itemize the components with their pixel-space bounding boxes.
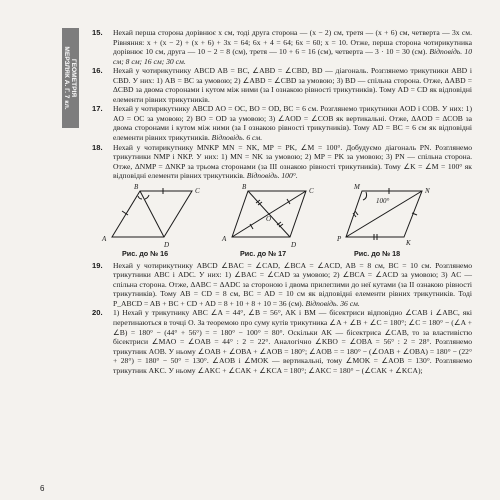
figure-16 xyxy=(112,188,192,237)
fig18-label-k: K xyxy=(406,238,411,247)
fig16-angle-arc-1 xyxy=(145,195,149,199)
fig16-label-b: B xyxy=(134,182,139,191)
fig17-label-a: A xyxy=(222,234,227,243)
problem-number: 17. xyxy=(92,104,103,114)
problem-text: Нехай у чотирикутнику ABCD ∠BAC = ∠CAD, ∠BCA = ∠ACD, AB = 8 см, BC = 10 см. Розглянемо трикутники ABC і ADC. У них: 1) ∠BAC = ∠CAD за умовою; 2) ∠BCA = ∠ACD за умовою; 3) AC — спільна сторона. Отже, ΔABC = ΔADC за стороною і двома прилеглими до неї кутами (за ІІ ознакою рівності трикутників). Тому AB = CD = 8 см, BC = AD = 10 см як відповідні елементи рівних трикутників. Тоді P_ABCD = AB + BC + CD + AD = 8 + 10 + 8 + 10 = 36 (см). xyxy=(113,260,472,308)
fig18-caption: Рис. до № 18 xyxy=(354,248,401,258)
fig17-label-c: C xyxy=(309,186,314,195)
problem-answer: Відповідь. 100°. xyxy=(246,171,298,181)
figure-18 xyxy=(346,188,422,240)
problem-text: Нехай у чотирикутнику ABCD AB = BC, ∠ABD = ∠CBD, BD — діагональ. Розглянемо трикутники ABD і CBD. У них: 1) AB = BC за умовою; 2) ∠ABD = ∠CBD за умовою; 3) BD — спільна сторона. Отже, ΔABD = ΔCBD за двома сторонами і кутом між ними (за І ознакою рівності трикутників). Тому AD = CD як відповідні елементи рівних трикутників. xyxy=(113,66,472,104)
solutions-column xyxy=(92,28,472,375)
problem-text: Нехай у чотирикутнику MNKP MN = NK, MP = PK, ∠M = 100°. Добудуємо діагональ PN. Розглянемо трикутники NMP і NKP. У них: 1) MN = NK за умовою; 2) MP = PK за умовою; 3) PN — спільна сторона. Отже, ΔNMP = ΔNKP за трьома сторонами (за ІІІ ознакою рівності трикутників). Тому ∠K = ∠M = 100° як відповідні елементи рівних трикутників. xyxy=(113,142,472,181)
fig18-angle-arc xyxy=(363,192,367,200)
fig17-label-d: D xyxy=(291,240,297,249)
fig18-label-angle: 100° xyxy=(376,196,390,205)
problem-16 xyxy=(92,66,472,104)
problem-number: 20. xyxy=(92,308,103,318)
sidebar-title: ГЕОМЕТРІЯ xyxy=(70,58,77,98)
problem-answer: Відповідь. 36 см. xyxy=(305,298,360,308)
problem-text: Нехай у чотирикутнику ABCD AO = OC, BO = OD, BC = 6 см. Розглянемо трикутники AOD і COB. У них: 1) AO = OC за умовою; 2) BO = OD за умовою; 3) ∠AOD = ∠COB як вертикальні. Отже, ΔAOD = ΔCOB за двома сторонами і кутом між ними (за І ознакою рівності трикутників). Тому AD = BC = 6 см як відповідні елементи рівних трикутників. xyxy=(113,104,472,143)
problem-number: 19. xyxy=(92,260,103,270)
fig18-label-n: N xyxy=(425,186,430,195)
fig16-label-a: A xyxy=(102,234,107,243)
problem-text: Нехай перша сторона дорівнює x см, тоді друга сторона — (x − 2) см, третя — (x + 6) см, четверта — 3x см. Рівняння: x + (x − 2) + (x + 6) + 3x = 64; 6x + 4 = 64; 6x = 60; x = 10. Отже, перша сторона чотирикутника дорівнює 10 см, друга — 10 − 2 = 8 (см), третя — 10 + 6 = 16 (см), четверта — 3 · 10 = 30 (см). xyxy=(113,28,472,57)
problem-text: 1) Нехай у трикутнику ABC ∠A = 44°, ∠B = 56°, AK і BM — бісектриси відповідно ∠CAB і ∠ABC, які перетинаються в точці O. За теоремою про суму кутів трикутника ∠A + ∠B + ∠C = 180°; ∠C = 180° − (∠A + ∠B) = 180° − (44° + 56°) = = 180° − 100° = 80°. Оскільки AK — бісектриса ∠CAB, то за властивістю бісектриси ∠MAO = ∠OAB = 44° : 2 = 22°. Аналогічно ∠KBO = ∠OBA = 56° : 2 = 28°. Розглянемо трикутник AOB. У ньому ∠OAB + ∠OBA + ∠AOB = 180°; ∠AOB = = 180° − (∠OAB + ∠OBA) = 180° − (22° + 28°) = 180° − 50° = 130°. ∠AOB і ∠MOK — вертикальні, тому ∠MOK = ∠AOB = 130°. Розглянемо трикутник AKC. У ньому ∠AKC + ∠CAK + ∠KCA = 180°; ∠AKC = 180° − (∠CAK + ∠KCA); xyxy=(113,308,472,375)
fig17-label-o: O xyxy=(266,214,272,223)
figures-row xyxy=(92,181,472,261)
problem-15 xyxy=(92,28,472,66)
problem-answer: Відповідь. 6 см. xyxy=(211,133,263,143)
fig18-label-p: P xyxy=(337,234,342,243)
fig16-label-c: C xyxy=(195,186,200,195)
fig16-label-d: D xyxy=(164,240,170,249)
page-number: 6 xyxy=(40,484,45,493)
fig17-caption: Рис. до № 17 xyxy=(240,248,287,258)
problem-number: 18. xyxy=(92,142,103,152)
fig16-diagonal-bd xyxy=(140,191,164,237)
sidebar-subtitle: МЕРЗЛЯК А. Г. 7 кл. xyxy=(63,46,70,110)
fig18-tick-mp-2 xyxy=(355,211,358,215)
fig16-caption: Рис. до № 16 xyxy=(122,248,169,258)
problem-20 xyxy=(92,308,472,375)
sidebar-label xyxy=(63,28,77,128)
problem-answer: Відповідь. 10 см; 8 см; 16 см; 30 см. xyxy=(113,47,473,66)
problem-19 xyxy=(92,261,472,309)
figure-17 xyxy=(232,191,306,237)
fig17-diagonal-bd xyxy=(248,191,290,237)
fig16-angle-arc-2 xyxy=(138,196,142,199)
fig18-label-m: M xyxy=(354,182,360,191)
problem-18 xyxy=(92,143,472,181)
fig17-label-b: B xyxy=(242,182,247,191)
problem-17 xyxy=(92,104,472,142)
problem-number: 15. xyxy=(92,28,103,37)
problem-number: 16. xyxy=(92,66,103,76)
